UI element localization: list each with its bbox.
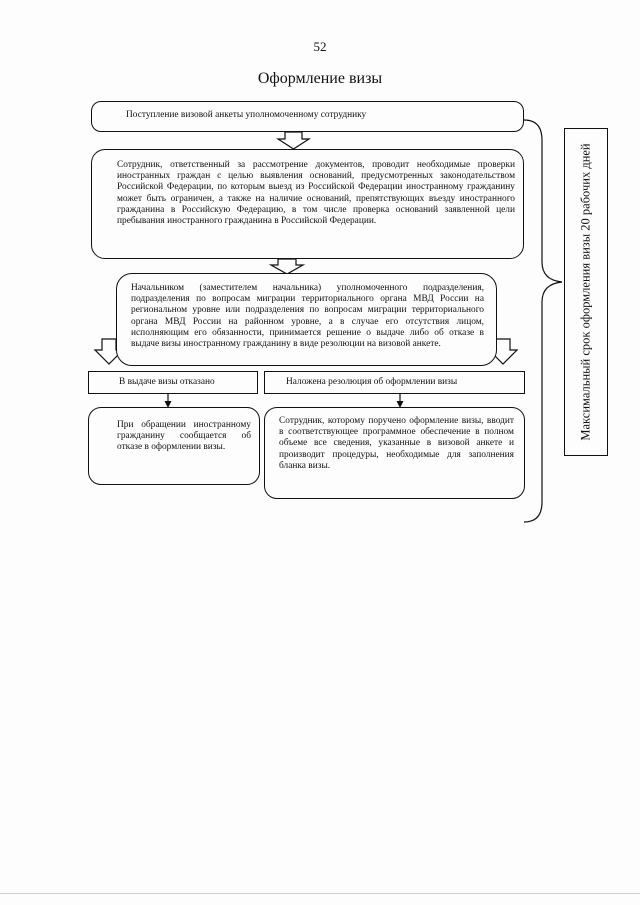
result-refused-text: При обращении иностранному гражданину сообщается об отказе в оформлении визы.	[117, 420, 251, 453]
page-number: 52	[313, 39, 327, 54]
page-title: Оформление визы	[257, 70, 383, 87]
step-decision-text: Начальником (заместителем начальника) уполномоченного подразделения, подразделения по вопросам миграции территориального органа МВД России на региональном уровне или подразделения по вопросам миграции территориального органа МВД России на районном уровне, а в случае его отсутствия лицом, исполняющим его обязанности, принимается решение о выдаче либо об отказе в выдаче визы иностранному гражданину в виде резолюции на визовой анкете.	[131, 283, 484, 350]
block-arrow-2	[271, 259, 303, 274]
result-approved-text: Сотрудник, которому поручено оформление визы, вводит в соответствующее программное обеспечение в полном объеме все сведения, указанные в визовой анкете и производит процедуры, необходимые для заполнения бланка визы.	[279, 416, 514, 471]
branch-refused-text: В выдаче визы отказано	[119, 377, 215, 387]
step-review-text: Сотрудник, ответственный за рассмотрение документов, проводит необходимые проверки иностранных граждан с целью выявления оснований, предусмотренных законодательством Российской Федерации, по которым выезд из Российской Федерации иностранному гражданину может быть ограничен, а также на наличие оснований, препятствующих въезду иностранного гражданина в Российскую Федерацию, в том числе проверка оснований заявленной цели пребывания иностранного гражданина в Российской Федерации.	[117, 160, 515, 227]
branch-refused-box	[88, 371, 258, 394]
result-refused-box	[88, 407, 260, 485]
step-receipt-text: Поступление визовой анкеты уполномоченному сотруднику	[126, 110, 367, 120]
step-review-box	[91, 149, 524, 259]
step-receipt-box	[91, 101, 524, 132]
result-approved-box	[264, 407, 525, 499]
step-decision-box	[116, 273, 497, 366]
deadline-text: Максимальный срок оформления визы 20 рабочих дней	[578, 143, 593, 441]
deadline-bracket-bottom	[524, 282, 562, 522]
branch-approved-box	[264, 371, 525, 394]
deadline-bracket-top	[524, 120, 562, 282]
page-edge-line	[0, 893, 640, 894]
block-arrow-1	[278, 132, 309, 149]
deadline-box	[564, 128, 608, 456]
branch-approved-text: Наложена резолюция об оформлении визы	[286, 377, 458, 387]
